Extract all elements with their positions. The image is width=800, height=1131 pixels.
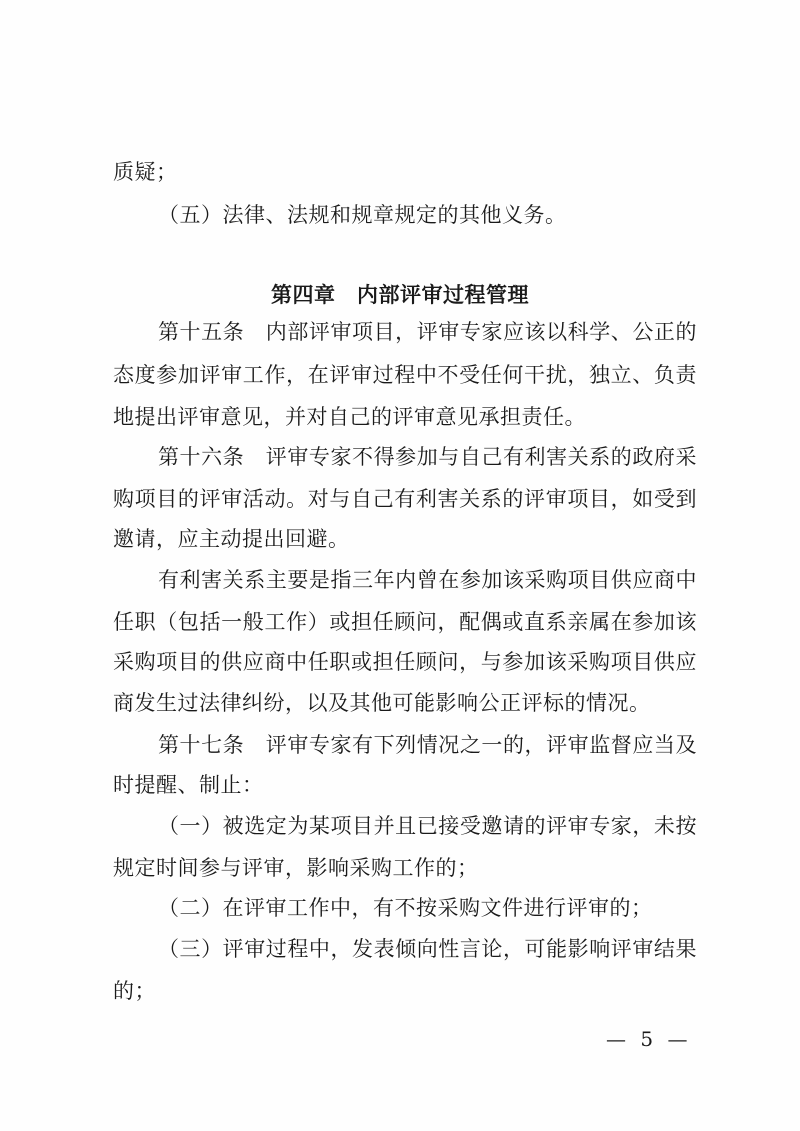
text-line: 第十六条 评审专家不得参加与自己有利害关系的政府采	[158, 445, 697, 469]
text-line: （二）在评审工作中，有不按采购文件进行评审的；	[158, 896, 653, 920]
text-line: 质疑；	[113, 160, 178, 184]
text-line: （一）被选定为某项目并且已接受邀请的评审专家，未按	[158, 814, 697, 838]
text-line: 态度参加评审工作，在评审过程中不受任何干扰，独立、负责	[113, 363, 697, 387]
text-line: 有利害关系主要是指三年内曾在参加该采购项目供应商中	[158, 568, 697, 592]
text-line: 商发生过法律纠纷，以及其他可能影响公正评标的情况。	[113, 691, 651, 715]
text-line: 采购项目的供应商中任职或担任顾问，与参加该采购项目供应	[113, 650, 697, 674]
text-line: （三）评审过程中，发表倾向性言论，可能影响评审结果	[158, 937, 697, 961]
text-line: 任职（包括一般工作）或担任顾问，配偶或直系亲属在参加该	[113, 610, 697, 634]
text-line: （五）法律、法规和规章规定的其他义务。	[158, 203, 567, 227]
chapter-title: 第四章 内部评审过程管理	[271, 283, 529, 307]
text-line: 规定时间参与评审，影响采购工作的；	[113, 856, 479, 880]
text-line: 第十七条 评审专家有下列情况之一的，评审监督应当及	[158, 733, 697, 757]
text-line: 的；	[113, 979, 156, 1003]
text-line: 购项目的评审活动。对与自己有利害关系的评审项目，如受到	[113, 487, 697, 511]
text-line: 时提醒、制止：	[113, 773, 264, 797]
text-line: 邀请，应主动提出回避。	[113, 527, 350, 551]
text-line: 地提出评审意见，并对自己的评审意见承担责任。	[113, 405, 586, 429]
text-line: 第十五条 内部评审项目，评审专家应该以科学、公正的	[158, 320, 697, 344]
page-number: — 5 —	[606, 1027, 692, 1051]
